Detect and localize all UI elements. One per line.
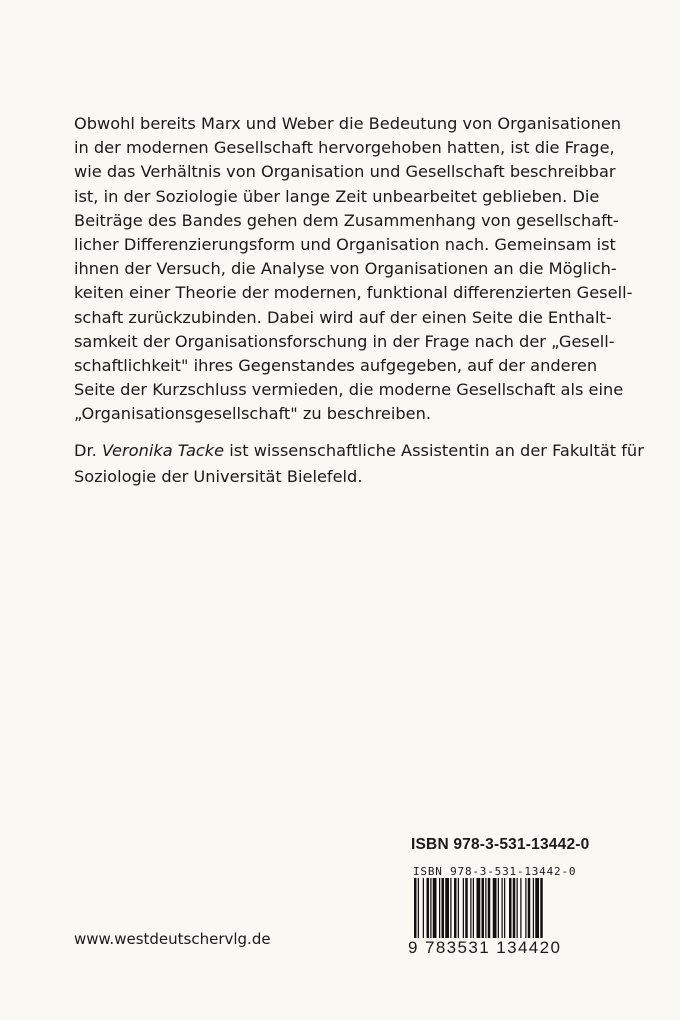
author-bio [74,438,644,490]
blurb-line: keiten einer Theorie der modernen, funktional differenzierten Gesell- [74,283,633,303]
blurb-line: Beiträge des Bandes gehen dem Zusammenhang von gesellschaft- [74,210,619,230]
bio-line-1 [74,438,644,464]
blurb-line: „Organisationsgesellschaft" zu beschreiben. [74,404,431,424]
blurb-line: samkeit der Organisationsforschung in der Frage nach der „Gesell- [74,331,615,351]
isbn-title: ISBN 978-3-531-13442-0 [411,836,590,853]
back-cover-blurb [74,112,633,427]
blurb-line: in der modernen Gesellschaft hervorgehoben hatten, ist die Frage, [74,138,615,158]
blurb-line: ihnen der Versuch, die Analyse von Organisationen an die Möglich- [74,259,617,279]
blurb-line: schaftlichkeit" ihres Gegenstandes aufgegeben, auf der anderen [74,356,598,376]
barcode-icon [414,878,582,942]
blurb-line: schaft zurückzubinden. Dabei wird auf der einen Seite die Enthalt- [74,307,612,327]
blurb-line: wie das Verhältnis von Organisation und Gesellschaft beschreibbar [74,162,616,182]
bio-prefix: Dr. [74,441,102,460]
blurb-line: Seite der Kurzschluss vermieden, die moderne Gesellschaft als eine [74,380,624,400]
bio-line-2: Soziologie der Universität Bielefeld. [74,467,363,486]
blurb-line: licher Differenzierungsform und Organisation nach. Gemeinsam ist [74,235,616,255]
barcode-digits: 9 783531 134420 [408,938,562,957]
isbn-small: ISBN 978-3-531-13442-0 [413,865,577,878]
blurb-line: ist, in der Soziologie über lange Zeit unbearbeitet geblieben. Die [74,186,600,206]
bio-text: ist wissenschaftliche Assistentin an der Fakultät für [224,441,644,460]
author-name: Veronika Tacke [101,441,225,460]
blurb-line: Obwohl bereits Marx und Weber die Bedeutung von Organisationen [74,114,622,133]
publisher-website: www.westdeutschervlg.de [74,930,271,948]
